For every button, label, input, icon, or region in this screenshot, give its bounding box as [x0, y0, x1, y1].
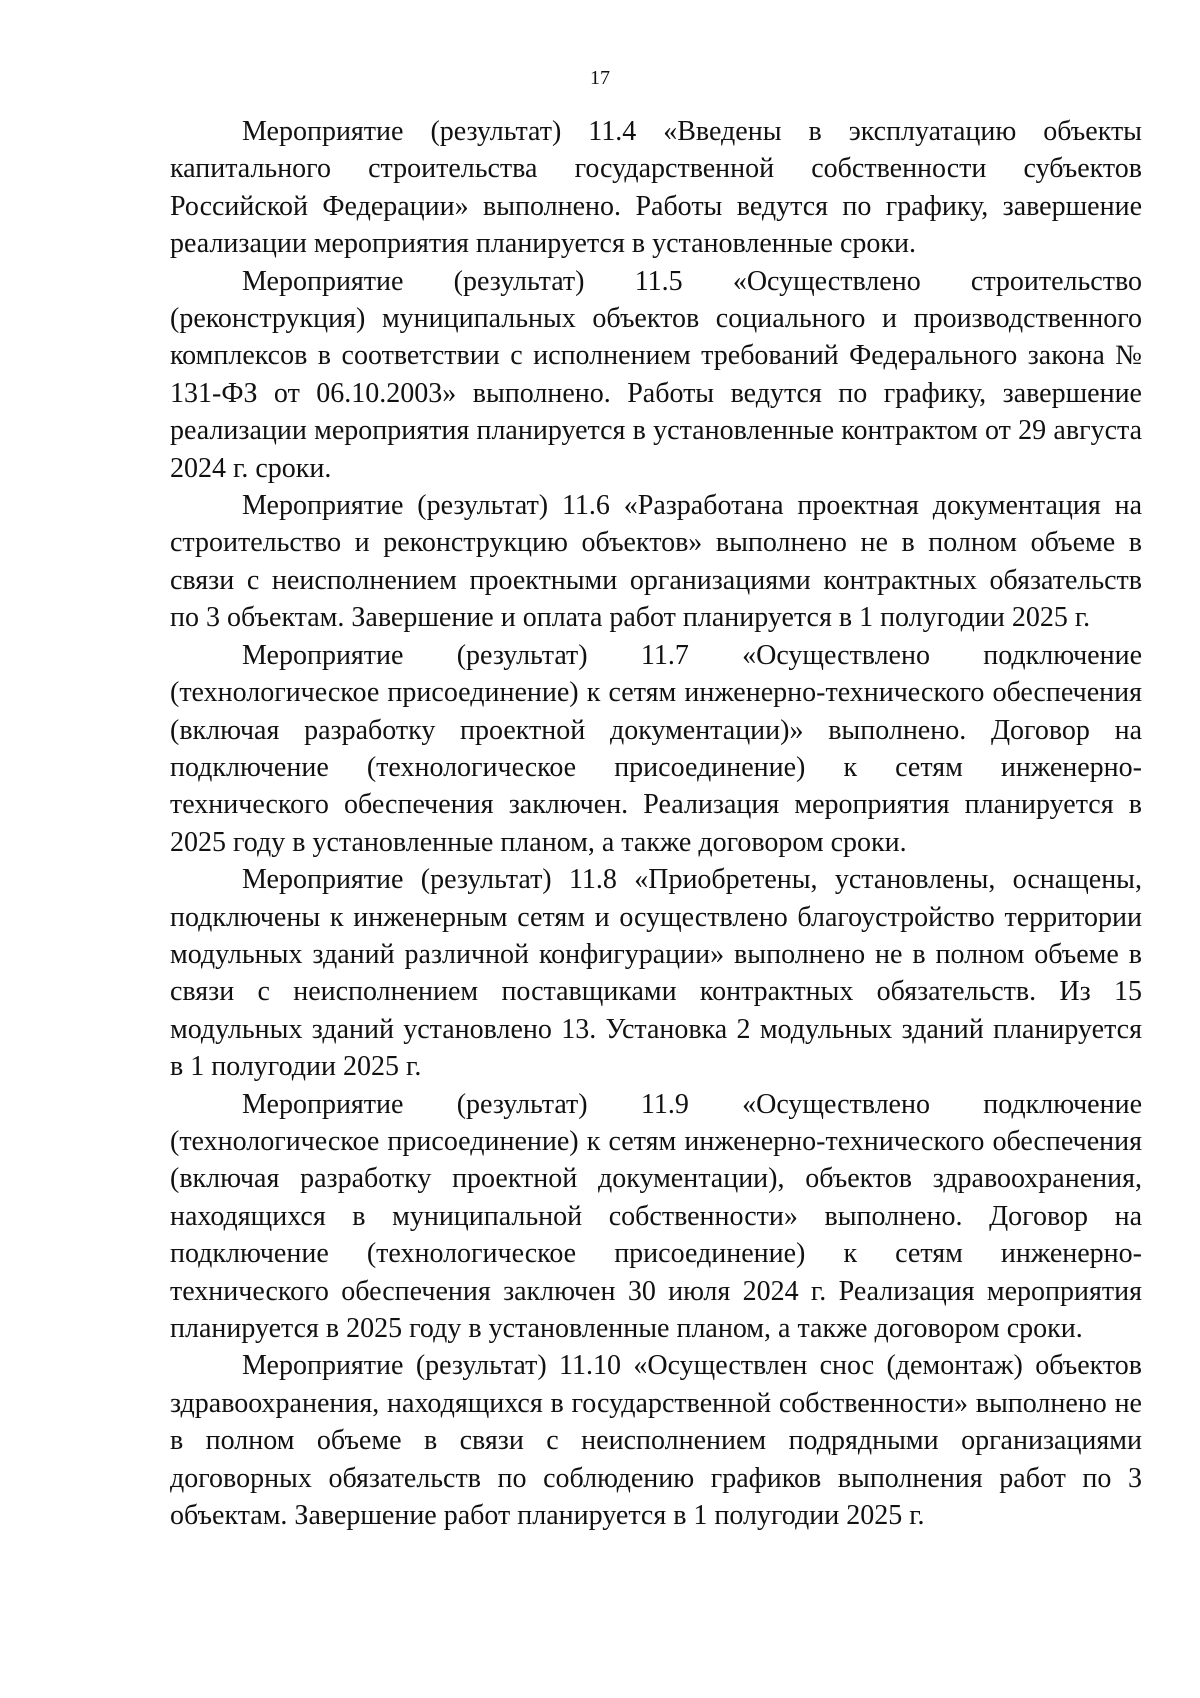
document-body	[170, 113, 1142, 1534]
paragraph-11-8: Мероприятие (результат) 11.8 «Приобретены, установлены, оснащены, подключены к инженерным сетям и осуществлено благоустройство территории модульных зданий различной конфигурации» выполнено не в полном объеме в связи с неисполнением поставщиками контрактных обязательств. Из 15 модульных зданий установлено 13. Установка 2 модульных зданий планируется в 1 полугодии 2025 г.	[170, 864, 1142, 1083]
page-number: 17	[590, 67, 610, 89]
paragraph-11-5: Мероприятие (результат) 11.5 «Осуществлено строительство (реконструкция) муниципальных объектов социального и производственного комплексов в соответствии с исполнением требований Федерального закона № 131-ФЗ от 06.10.2003» выполнено. Работы ведутся по графику, завершение реализации мероприятия планируется в установленные контрактом от 29 августа 2024 г. сроки.	[170, 265, 1142, 484]
paragraph-11-7: Мероприятие (результат) 11.7 «Осуществлено подключение (технологическое присоединение) к сетям инженерно-технического обеспечения (включая разработку проектной документации)» выполнено. Договор на подключение (технологическое присоединение) к сетям инженерно-технического обеспечения заключен. Реализация мероприятия планируется в 2025 году в установленные планом, а также договором сроки.	[170, 639, 1142, 858]
paragraph-11-6: Мероприятие (результат) 11.6 «Разработана проектная документация на строительство и реконструкцию объектов» выполнено не в полном объеме в связи с неисполнением проектными организациями контрактных обязательств по 3 объектам. Завершение и оплата работ планируется в 1 полугодии 2025 г.	[170, 490, 1142, 634]
paragraph-11-4: Мероприятие (результат) 11.4 «Введены в эксплуатацию объекты капитального строительства государственной собственности субъектов Российской Федерации» выполнено. Работы ведутся по графику, завершение реализации мероприятия планируется в установленные сроки.	[170, 116, 1142, 260]
paragraph-11-9: Мероприятие (результат) 11.9 «Осуществлено подключение (технологическое присоединение) к сетям инженерно-технического обеспечения (включая разработку проектной документации), объектов здравоохранения, находящихся в муниципальной собственности» выполнено. Договор на подключение (технологическое присоединение) к сетям инженерно-технического обеспечения заключен 30 июля 2024 г. Реализация мероприятия планируется в 2025 году в установленные планом, а также договором сроки.	[170, 1088, 1142, 1344]
paragraph-11-10: Мероприятие (результат) 11.10 «Осуществлен снос (демонтаж) объектов здравоохранения, находящихся в государственной собственности» выполнено не в полном объеме в связи с неисполнением подрядными организациями договорных обязательств по соблюдению графиков выполнения работ по 3 объектам. Завершение работ планируется в 1 полугодии 2025 г.	[170, 1350, 1142, 1532]
